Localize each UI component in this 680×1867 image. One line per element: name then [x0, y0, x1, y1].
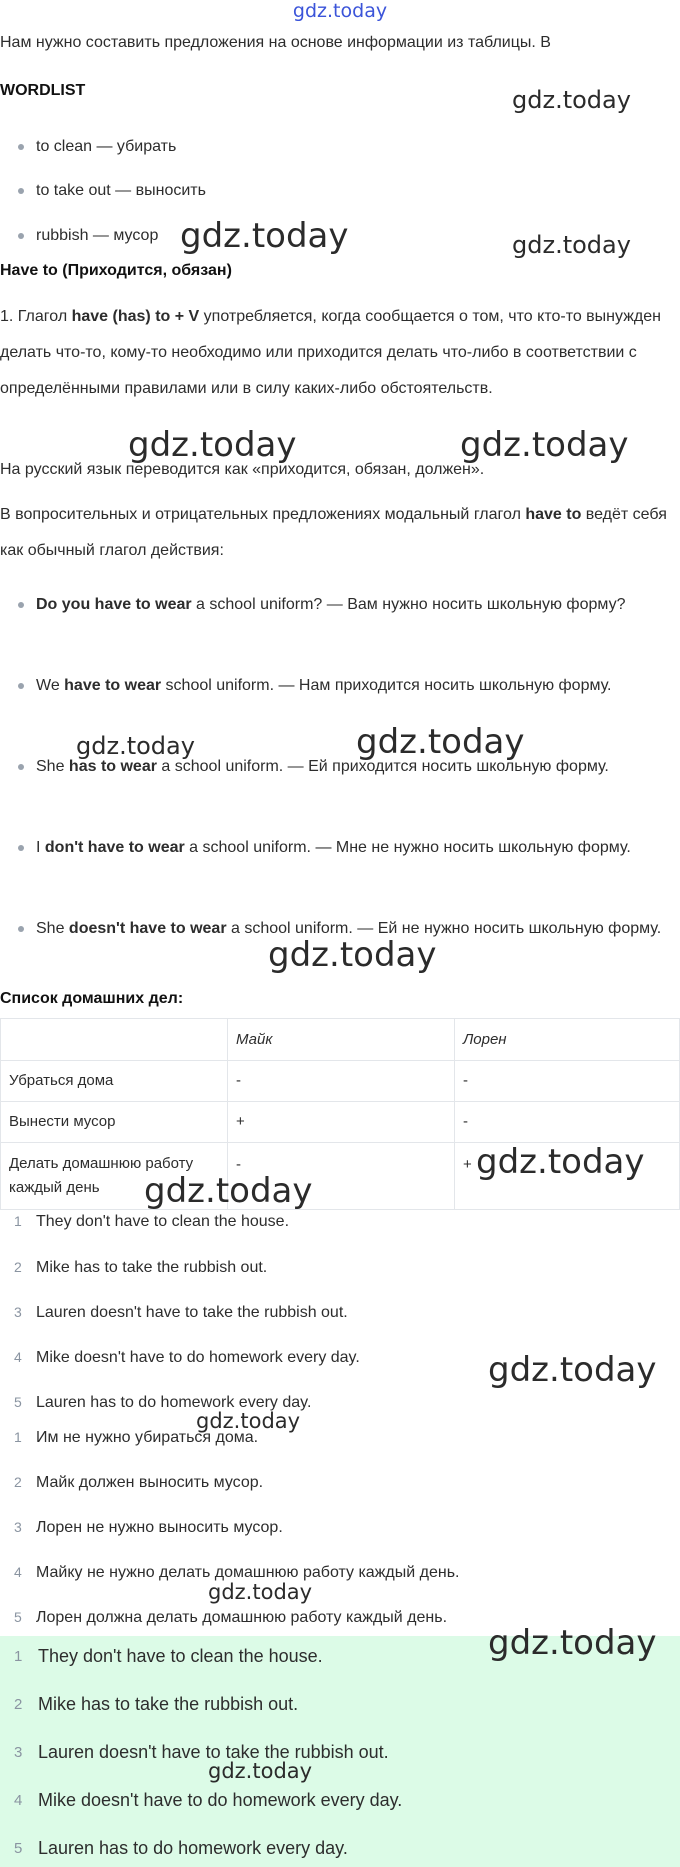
list-number: 3 [14, 1519, 22, 1535]
grammar-paragraph-1: 1. Глагол have (has) to + V употребляется, когда сообщается о том, что кто-то вынужден делать что-то, кому-то необходимо или приходится делать что-либо в соответствии с определёнными правилами или в силу каких-либо обстоятельств. [0, 308, 661, 397]
table-header-cell [1, 1019, 228, 1061]
list-number: 4 [14, 1792, 23, 1809]
wordlist-item: to clean — убирать [36, 129, 676, 165]
watermark: gdz.today [356, 722, 525, 762]
table-cell: Убраться дома [1, 1061, 228, 1102]
answer-highlight: Lauren doesn't have to take the rubbish out. [38, 1742, 389, 1762]
answer-ru: Им не нужно убираться дома. [36, 1429, 259, 1446]
list-number: 4 [14, 1564, 22, 1580]
list-number: 1 [14, 1213, 22, 1229]
answer-highlight: Mike doesn't have to do homework every day. [38, 1790, 403, 1810]
watermark: gdz.today [180, 216, 349, 256]
watermark: gdz.today [268, 935, 437, 975]
list-number: 3 [14, 1744, 23, 1761]
answer-ru: Майк должен выносить мусор. [36, 1474, 264, 1491]
example-item: We have to wear school uniform. — Нам приходится носить школьную форму. [36, 668, 676, 704]
table-row [1, 1102, 680, 1143]
wordlist-heading: WORDLIST [0, 82, 86, 99]
watermark: gdz.today [460, 425, 629, 465]
answer-highlight: They don't have to clean the house. [38, 1646, 323, 1666]
example-item: She doesn't have to wear a school uniform. — Ей не нужно носить школьную форму. [36, 911, 676, 947]
list-number: 5 [14, 1394, 22, 1410]
answer-ru: Майку не нужно делать домашнюю работу каждый день. [36, 1564, 460, 1581]
watermark: gdz.today [512, 231, 631, 259]
grammar-paragraph-3: В вопросительных и отрицательных предложениях модальный глагол have to ведёт себя как обычный глагол действия: [0, 506, 667, 559]
list-number: 4 [14, 1349, 22, 1365]
grammar-heading: Have to (Приходится, обязан) [0, 262, 232, 279]
watermark: gdz.today [208, 1759, 313, 1783]
table-cell: Делать домашнюю работу каждый день [1, 1143, 228, 1210]
answer-en: They don't have to clean the house. [36, 1213, 290, 1230]
answer-highlight: Mike has to take the rubbish out. [38, 1694, 299, 1714]
example-item: I don't have to wear a school uniform. — Мне не нужно носить школьную форму. [36, 830, 676, 866]
chores-table [0, 1018, 680, 1210]
list-number: 3 [14, 1304, 22, 1320]
table-cell: - [228, 1143, 455, 1210]
answer-ru: Лорен должна делать домашнюю работу каждый день. [36, 1609, 448, 1626]
table-cell: - [228, 1061, 455, 1102]
answer-en: Mike doesn't have to do homework every day. [36, 1349, 360, 1366]
list-number: 1 [14, 1648, 23, 1665]
wordlist-item: to take out — выносить [36, 173, 676, 209]
watermark: gdz.today [144, 1171, 313, 1211]
list-number: 2 [14, 1474, 22, 1490]
list-number: 2 [14, 1696, 23, 1713]
table-header-cell: Майк [228, 1019, 455, 1061]
table-row [1, 1061, 680, 1102]
example-item: Do you have to wear a school uniform? — Вам нужно носить школьную форму? [36, 587, 676, 623]
watermark: gdz.today [488, 1350, 657, 1390]
table-cell: + [228, 1102, 455, 1143]
table-cell: - [455, 1102, 680, 1143]
answer-en: Mike has to take the rubbish out. [36, 1259, 268, 1276]
watermark: gdz.today [488, 1623, 657, 1663]
watermark: gdz.today [476, 1142, 645, 1182]
example-item: She has to wear a school uniform. — Ей приходится носить школьную форму. [36, 749, 676, 785]
answer-en: Lauren doesn't have to take the rubbish out. [36, 1304, 348, 1321]
watermark: gdz.today [196, 1409, 301, 1433]
answer-highlight-box [0, 1636, 680, 1867]
table-cell: Вынести мусор [1, 1102, 228, 1143]
table-header-cell: Лорен [455, 1019, 680, 1061]
watermark: gdz.today [76, 732, 195, 760]
watermark: gdz.today [128, 425, 297, 465]
watermark: gdz.today [208, 1580, 313, 1604]
answer-highlight: Lauren has to do homework every day. [38, 1838, 348, 1858]
list-number: 2 [14, 1259, 22, 1275]
site-logo[interactable]: gdz.today [292, 0, 388, 22]
intro-text: Нам нужно составить предложения на основе информации из таблицы. В [0, 34, 551, 51]
chores-heading: Список домашних дел: [0, 990, 184, 1007]
list-number: 5 [14, 1840, 23, 1857]
table-cell: - [455, 1061, 680, 1102]
list-number: 1 [14, 1429, 22, 1445]
wordlist-item: rubbish — мусор [36, 218, 676, 254]
table-header-row [1, 1019, 680, 1061]
table-row [1, 1143, 680, 1210]
list-number: 5 [14, 1609, 22, 1625]
watermark: gdz.today [512, 86, 631, 114]
table-cell: + [455, 1143, 680, 1210]
answer-ru: Лорен не нужно выносить мусор. [36, 1519, 283, 1536]
answer-en: Lauren has to do homework every day. [36, 1394, 312, 1411]
grammar-paragraph-2: На русский язык переводится как «приходится, обязан, должен». [0, 461, 485, 478]
